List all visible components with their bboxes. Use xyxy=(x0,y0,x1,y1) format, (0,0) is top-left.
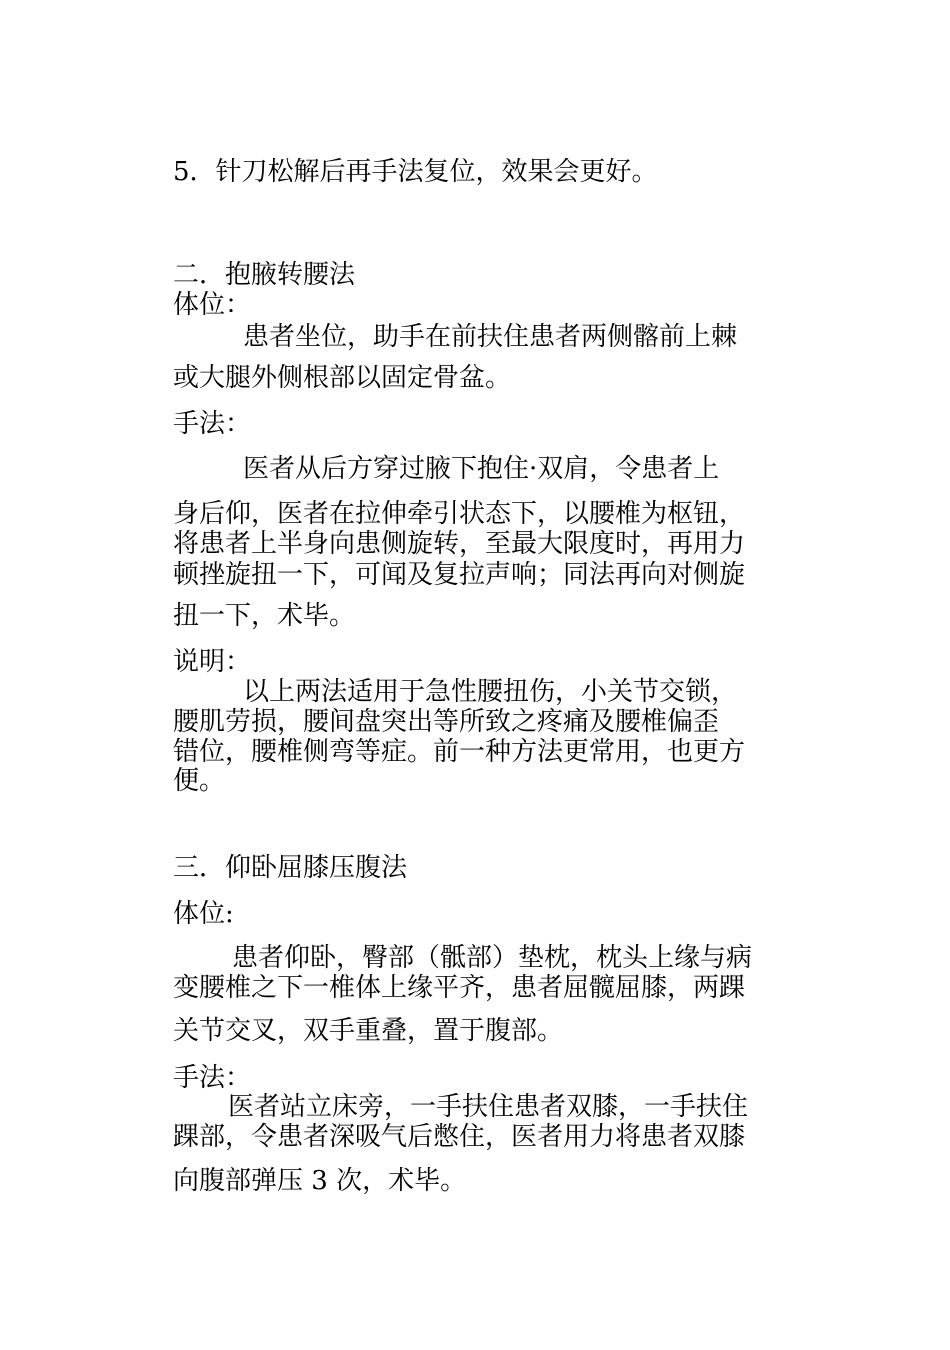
paragraph-line: 医者从后方穿过腋下抱住·双肩，令患者上 xyxy=(243,454,720,484)
paragraph-line: 将患者上半身向患侧旋转，至最大限度时，再用力 xyxy=(173,529,746,559)
section-heading: 三．仰卧屈膝压腹法 xyxy=(173,853,408,883)
intro-item: 5．针刀松解后再手法复位，效果会更好。 xyxy=(173,157,658,187)
note-label: 说明： xyxy=(173,647,252,677)
paragraph-line: 便。 xyxy=(173,766,226,796)
paragraph-line: 向腹部弹压 3 次，术毕。 xyxy=(173,1166,467,1196)
paragraph-line: 关节交叉，双手重叠，置于腹部。 xyxy=(173,1016,564,1046)
method-label: 手法： xyxy=(173,1063,252,1093)
section-heading: 二．抱腋转腰法 xyxy=(173,260,356,290)
paragraph-line: 医者站立床旁，一手扶住患者双膝，一手扶住 xyxy=(228,1092,749,1122)
paragraph-line: 错位，腰椎侧弯等症。前一种方法更常用，也更方 xyxy=(173,737,746,767)
paragraph-line: 腰肌劳损，腰间盘突出等所致之疼痛及腰椎偏歪 xyxy=(173,707,720,737)
paragraph-line: 顿挫旋扭一下，可闻及复拉声响；同法再向对侧旋 xyxy=(173,560,746,590)
method-label: 手法： xyxy=(173,409,252,439)
paragraph-line: 以上两法适用于急性腰扭伤，小关节交锁， xyxy=(243,677,738,707)
paragraph-line: 扭一下，术毕。 xyxy=(173,601,356,631)
paragraph-line: 踝部，令患者深吸气后憋住，医者用力将患者双膝 xyxy=(173,1122,746,1152)
position-label: 体位： xyxy=(173,290,252,320)
paragraph-line: 患者仰卧，臀部（骶部）垫枕，枕头上缘与病 xyxy=(232,943,753,973)
paragraph-line: 患者坐位，助手在前扶住患者两侧髂前上棘 xyxy=(243,322,738,352)
paragraph-line: 或大腿外侧根部以固定骨盆。 xyxy=(173,363,512,393)
paragraph-line: 变腰椎之下一椎体上缘平齐，患者屈髋屈膝，两踝 xyxy=(173,973,746,1003)
paragraph-line: 身后仰，医者在拉伸牵引状态下，以腰椎为枢钮， xyxy=(173,499,746,529)
position-label: 体位: xyxy=(173,899,234,929)
